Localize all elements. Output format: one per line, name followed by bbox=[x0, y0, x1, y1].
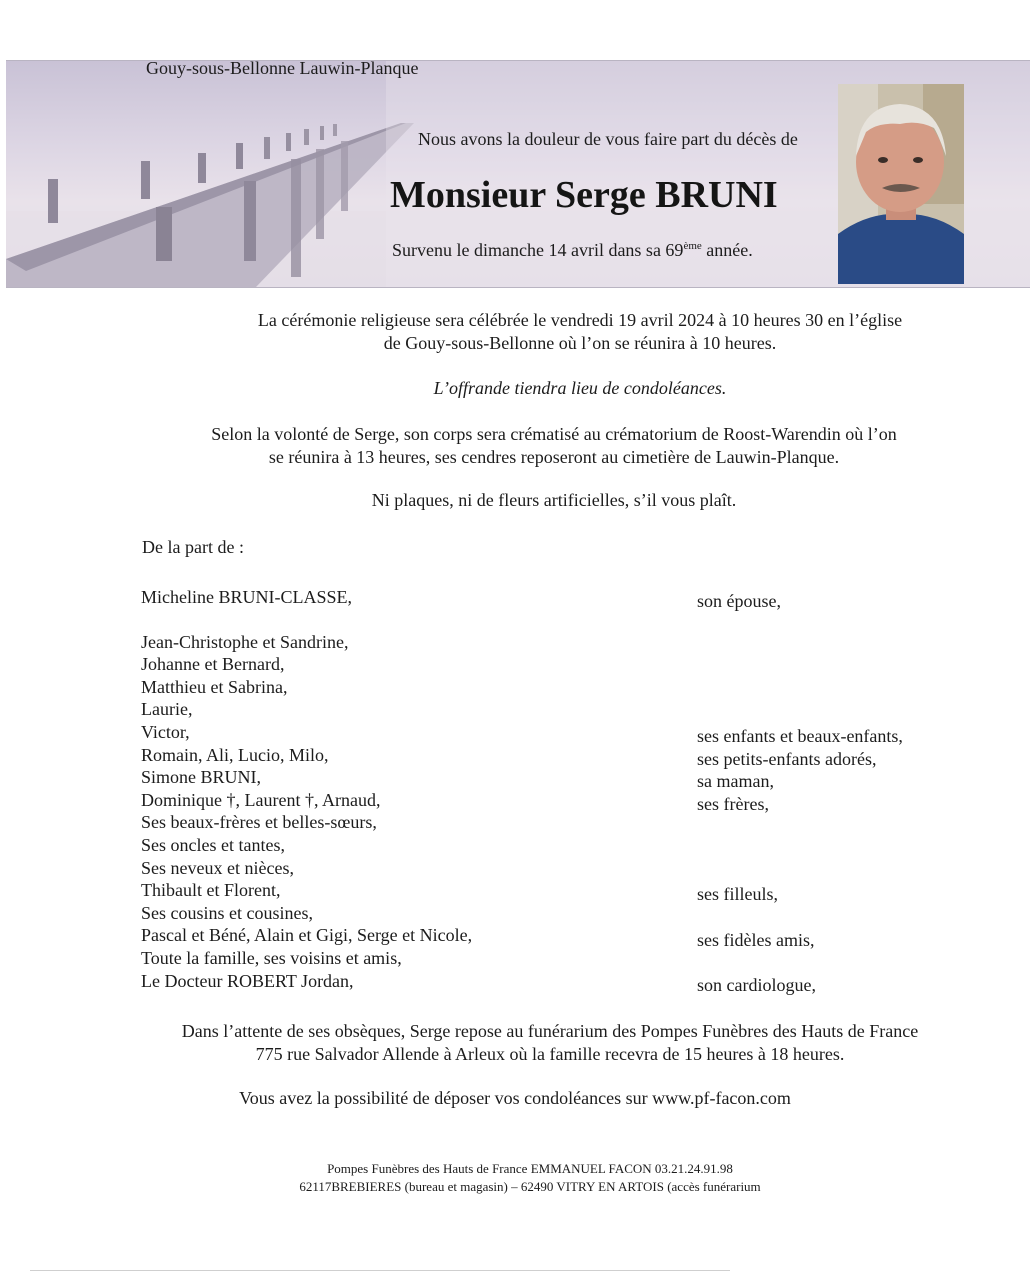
footer-address-line: 62117BREBIERES (bureau et magasin) – 62490 VITRY EN ARTOIS (accès funérarium bbox=[299, 1179, 761, 1194]
ceremony-text-line-2: de Gouy-sous-Bellonne où l’on se réunira à 10 heures. bbox=[383, 333, 777, 353]
family-name: Pascal et Béné, Alain et Gigi, Serge et Nicole, bbox=[141, 925, 473, 946]
condolences-website-note: Vous avez la possibilité de déposer vos condoléances sur www.pf-facon.com bbox=[239, 1088, 791, 1108]
relation-label: son cardiologue, bbox=[697, 975, 816, 995]
deceased-name: Monsieur Serge BRUNI bbox=[390, 174, 778, 216]
spouse-relation: son épouse, bbox=[697, 591, 781, 611]
family-name: Toute la famille, ses voisins et amis, bbox=[141, 947, 402, 968]
family-name: Ses cousins et cousines, bbox=[141, 902, 313, 923]
family-name: Le Docteur ROBERT Jordan, bbox=[141, 970, 354, 991]
relation-label: sa maman, bbox=[697, 771, 774, 791]
footer-company-line: Pompes Funèbres des Hauts de France EMMANUEL FACON 03.21.24.91.98 bbox=[327, 1161, 733, 1176]
relation-label: ses enfants et beaux-enfants, bbox=[697, 726, 903, 746]
family-name: Simone BRUNI, bbox=[141, 767, 262, 788]
no-flowers-request: Ni plaques, ni de fleurs artificielles, s’il vous plaît. bbox=[371, 490, 737, 510]
spouse-name: Micheline BRUNI-CLASSE, bbox=[141, 587, 352, 607]
relation-label: ses fidèles amis, bbox=[697, 930, 815, 950]
family-name: Ses oncles et tantes, bbox=[141, 834, 285, 855]
family-name: Dominique †, Laurent †, Arnaud, bbox=[141, 789, 381, 810]
family-name: Laurie, bbox=[141, 699, 193, 720]
family-name: Johanne et Bernard, bbox=[141, 654, 285, 675]
family-name: Romain, Ali, Lucio, Milo, bbox=[141, 744, 329, 765]
cremation-text-line-1: Selon la volonté de Serge, son corps sera crématisé au crématorium de Roost-Warendin où l’on bbox=[211, 424, 897, 444]
funerarium-text-line-2: 775 rue Salvador Allende à Arleux où la famille recevra de 15 heures à 18 heures. bbox=[255, 1044, 845, 1064]
family-name: Matthieu et Sabrina, bbox=[141, 676, 288, 697]
family-names-list bbox=[141, 586, 472, 992]
family-name: Ses neveux et nièces, bbox=[141, 857, 294, 878]
relation-label: ses frères, bbox=[697, 794, 769, 814]
family-name: Victor, bbox=[141, 721, 190, 742]
family-name: Thibault et Florent, bbox=[141, 880, 281, 901]
from-label: De la part de : bbox=[142, 537, 244, 557]
family-name: Ses beaux-frères et belles-sœurs, bbox=[141, 812, 377, 833]
bottom-divider bbox=[30, 1270, 730, 1271]
relation-label: ses petits-enfants adorés, bbox=[697, 749, 877, 769]
death-date-line: Survenu le dimanche 14 avril dans sa 69ème année. bbox=[392, 240, 753, 260]
relation-label: ses filleuls, bbox=[697, 884, 778, 904]
ceremony-text-line-1: La cérémonie religieuse sera célébrée le vendredi 19 avril 2024 à 10 heures 30 en l’église bbox=[257, 310, 903, 330]
family-name: Jean-Christophe et Sandrine, bbox=[141, 631, 349, 652]
offering-note: L’offrande tiendra lieu de condoléances. bbox=[433, 378, 727, 398]
portrait-photo bbox=[838, 84, 964, 284]
funerarium-text-line-1: Dans l’attente de ses obsèques, Serge repose au funérarium des Pompes Funèbres des Hauts de France bbox=[181, 1021, 919, 1041]
place-names: Gouy-sous-Bellonne Lauwin-Planque bbox=[146, 58, 419, 78]
cremation-text-line-2: se réunira à 13 heures, ses cendres reposeront au cimetière de Lauwin-Planque. bbox=[268, 447, 840, 467]
announcement-intro: Nous avons la douleur de vous faire part du décès de bbox=[418, 129, 798, 149]
